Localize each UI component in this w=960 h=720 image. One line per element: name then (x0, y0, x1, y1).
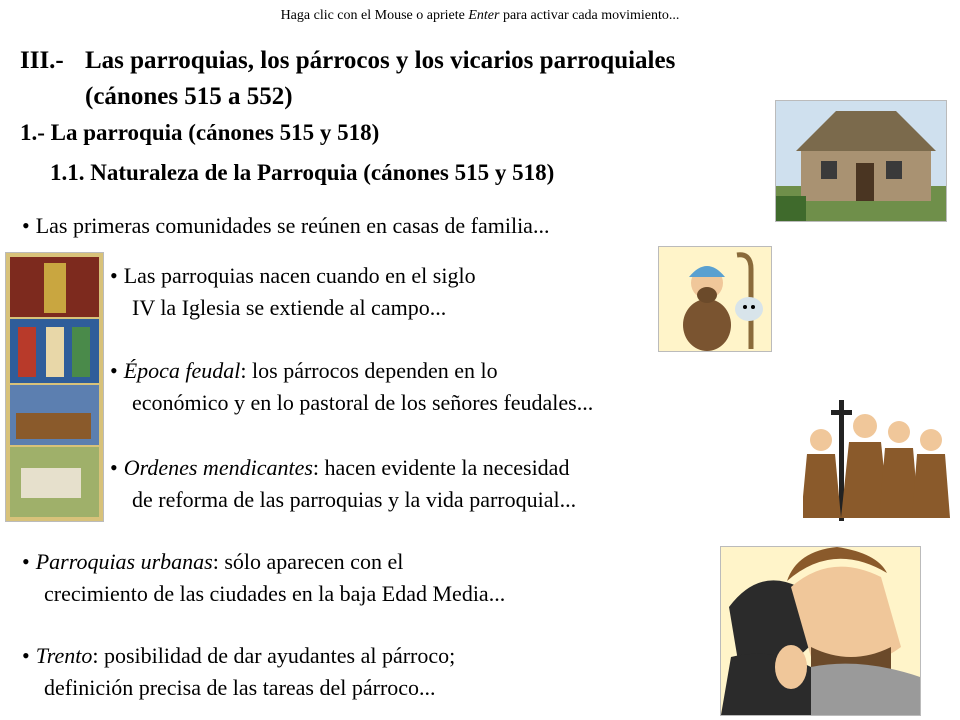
bullet-6-emphasis: Trento (35, 643, 93, 668)
bullet-5 (22, 546, 505, 610)
bullet-4 (110, 452, 576, 516)
bullet-5-line-2: crecimiento de las ciudades en la baja Edad Media... (44, 581, 506, 606)
bullet-4-line-1: : hacen evidente la necesidad (312, 455, 570, 480)
bullet-dot: • (110, 455, 118, 480)
instruction-prefix: Haga clic con el Mouse o apriete (280, 8, 469, 23)
bullet-1 (22, 210, 549, 242)
title-line-2: (cánones 515 a 552) (85, 83, 293, 110)
bullet-6-line-2: definición precisa de las tareas del párroco... (44, 675, 436, 700)
bullet-dot: • (22, 643, 30, 668)
bullet-dot: • (22, 213, 30, 238)
bullet-4-line-2: de reforma de las parroquias y la vida parroquial... (132, 487, 577, 512)
bullet-1-text: Las primeras comunidades se reúnen en casas de familia... (35, 213, 550, 238)
bullet-3-line-2: económico y en lo pastoral de los señores feudales... (132, 390, 594, 415)
bullet-3-emphasis: Época feudal (123, 358, 241, 383)
bullet-5-emphasis: Parroquias urbanas (35, 549, 213, 574)
medieval-illumination-image (5, 252, 104, 522)
bullet-dot: • (110, 263, 118, 288)
house-photo (775, 100, 947, 222)
monks-cartoon (803, 396, 951, 521)
bullet-6-line-1: : posibilidad de dar ayudantes al párroco; (92, 643, 456, 668)
bullet-dot: • (22, 549, 30, 574)
bullet-6 (22, 640, 455, 704)
bullet-2-line-2: IV la Iglesia se extiende al campo... (132, 295, 447, 320)
bullet-3-line-1: : los párrocos dependen en lo (240, 358, 498, 383)
bullet-5-line-1: : sólo aparecen con el (212, 549, 404, 574)
instruction-text (0, 8, 960, 24)
title-line-1: Las parroquias, los párrocos y los vicarios parroquiales (85, 47, 676, 74)
bullet-4-emphasis: Ordenes mendicantes (123, 455, 313, 480)
bullet-2 (110, 260, 476, 324)
bullet-dot: • (110, 358, 118, 383)
praying-men-cartoon (720, 546, 921, 716)
title-number: III.- (20, 47, 64, 74)
bullet-2-line-1: Las parroquias nacen cuando en el siglo (123, 263, 476, 288)
instruction-suffix: para activar cada movimiento... (499, 8, 680, 23)
subsection-heading: 1.1. Naturaleza de la Parroquia (cánones 515 y 518) (50, 160, 555, 185)
section-heading: 1.- La parroquia (cánones 515 y 518) (20, 120, 380, 145)
instruction-key: Enter (468, 8, 500, 23)
bullet-3 (110, 355, 593, 419)
shepherd-cartoon (658, 246, 772, 352)
